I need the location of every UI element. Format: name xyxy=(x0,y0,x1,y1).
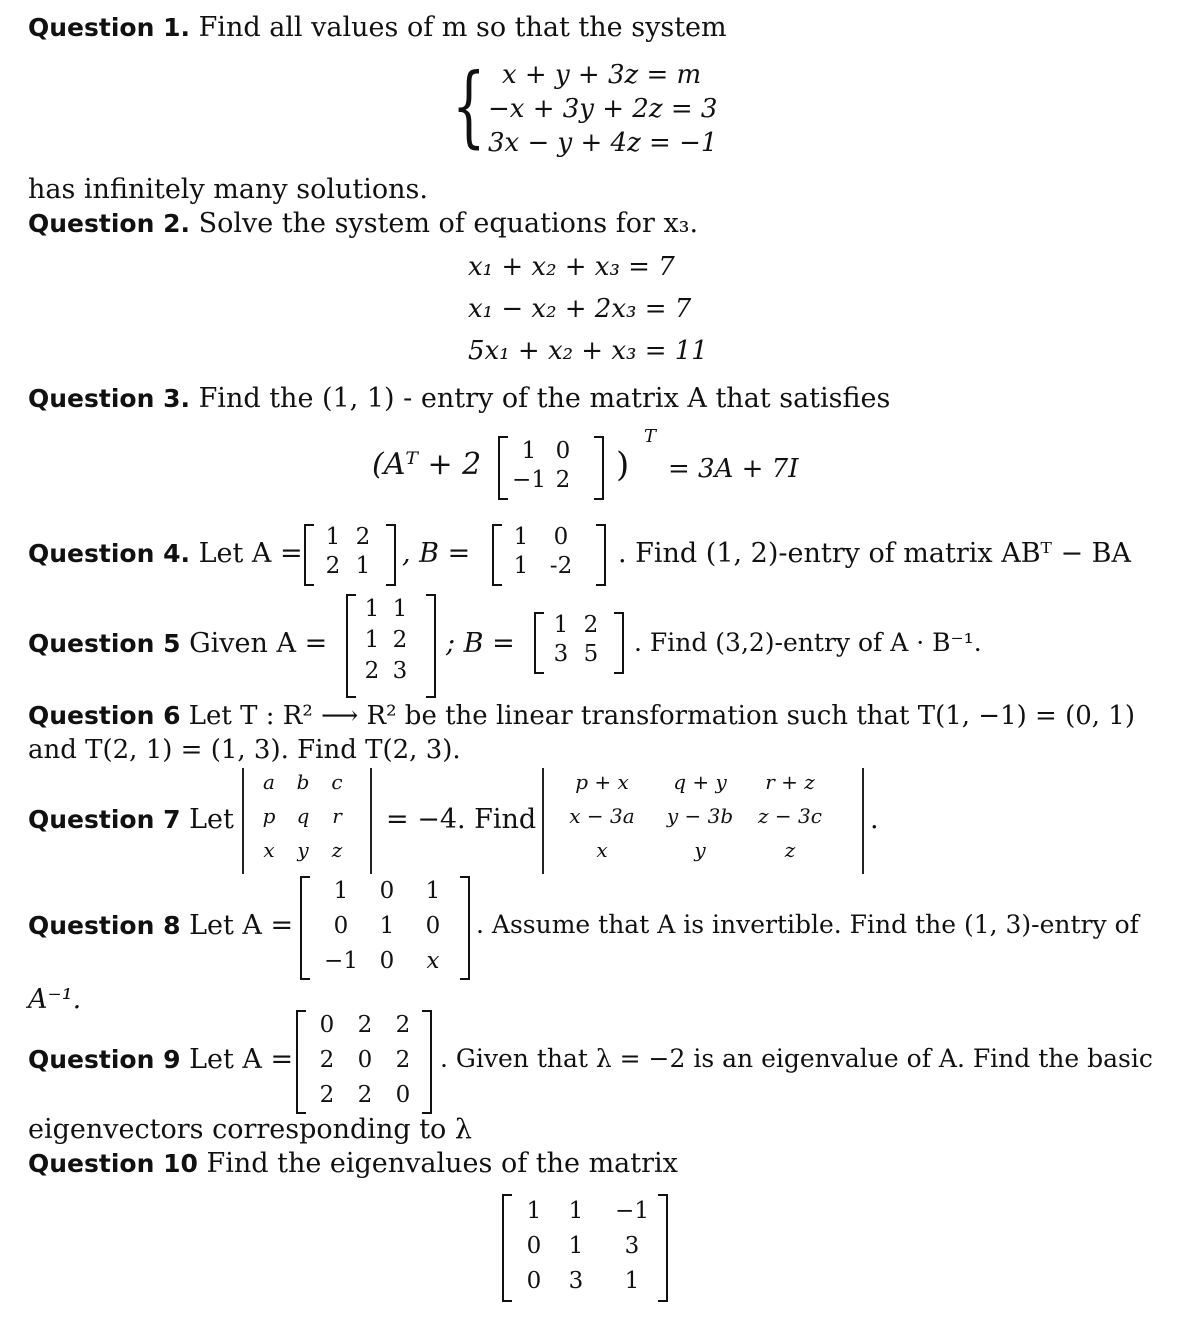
matrix-cell: 0 xyxy=(526,1233,542,1259)
matrix-cell: 2 xyxy=(325,553,341,579)
q2-equation-2: x₁ − x₂ + 2x₃ = 7 xyxy=(468,294,692,324)
matrix-cell: −1 xyxy=(615,1198,649,1224)
matrix-cell: p + x xyxy=(575,770,629,794)
matrix-cell: q + y xyxy=(673,770,727,794)
q3-transpose-superscript: T xyxy=(644,426,657,447)
question-10-heading: Question 10 xyxy=(28,1149,198,1178)
matrix-cell: 2 xyxy=(364,658,380,684)
q7-det2-left-bar xyxy=(542,768,544,874)
question-5-heading: Question 5 xyxy=(28,629,181,658)
matrix-cell: 1 xyxy=(513,524,529,550)
q2-equation-3: 5x₁ + x₂ + x₃ = 11 xyxy=(468,336,708,366)
q3-matrix-right-bracket xyxy=(594,436,604,500)
q3-rhs: = 3A + 7I xyxy=(668,454,799,484)
matrix-cell: 0 xyxy=(379,878,395,904)
matrix-cell: 2 xyxy=(355,524,371,550)
matrix-cell: 3 xyxy=(392,658,408,684)
question-9-heading: Question 9 xyxy=(28,1045,181,1074)
question-9-let: Let A = xyxy=(189,1044,294,1075)
question-1-heading: Question 1. xyxy=(28,13,190,42)
question-1-text: Find all values of m so that the system xyxy=(198,12,727,43)
matrix-cell: -2 xyxy=(549,553,573,579)
question-7-heading: Question 7 xyxy=(28,805,181,834)
matrix-cell: 1 xyxy=(513,553,529,579)
q5-b-label: ; B = xyxy=(446,628,515,659)
matrix-cell: 2 xyxy=(357,1082,373,1108)
matrix-cell: q xyxy=(296,804,310,828)
question-8-heading: Question 8 xyxy=(28,911,181,940)
matrix-cell: 1 xyxy=(553,612,569,638)
question-9-line xyxy=(28,1046,293,1073)
q7-middle: = −4. Find xyxy=(386,804,537,835)
matrix-cell: −1 xyxy=(324,948,358,974)
question-6-heading: Question 6 xyxy=(28,701,181,730)
question-7-let: Let xyxy=(189,804,234,835)
matrix-cell: 3 xyxy=(553,641,569,667)
matrix-cell: 1 xyxy=(526,1198,542,1224)
matrix-cell: 0 xyxy=(526,1268,542,1294)
matrix-cell: 2 xyxy=(319,1047,335,1073)
q5-matrix-b-left-bracket xyxy=(534,612,544,674)
matrix-cell: x − 3a xyxy=(569,804,635,828)
matrix-cell: 2 xyxy=(392,627,408,653)
matrix-cell: z xyxy=(331,838,343,862)
q3-matrix-left-bracket xyxy=(498,436,508,500)
question-1-line xyxy=(28,14,727,41)
q7-determinant-1 xyxy=(252,772,354,860)
matrix-cell: 0 xyxy=(553,524,569,550)
question-6-line-1: Let T : R² ⟶ R² be the linear transformation such that T(1, −1) = (0, 1) xyxy=(188,701,1135,731)
q5-matrix-a xyxy=(358,598,414,683)
matrix-cell: 0 xyxy=(333,913,349,939)
q4-matrix-a-left-bracket xyxy=(304,524,314,586)
matrix-cell: a xyxy=(263,770,275,794)
question-2-line xyxy=(28,210,698,237)
matrix-cell: −1 xyxy=(512,467,546,493)
system-brace: { xyxy=(452,54,486,157)
q8-matrix-left-bracket xyxy=(300,876,310,980)
q4-b-label: , B = xyxy=(402,538,471,569)
q8-tail: . Assume that A is invertible. Find the (1, 3)-entry of xyxy=(476,910,1139,939)
question-8-line xyxy=(28,912,293,939)
q4-matrix-a xyxy=(318,526,378,578)
question-4-line xyxy=(28,540,303,567)
question-8-let: Let A = xyxy=(189,910,294,941)
q8-matrix xyxy=(318,880,456,973)
matrix-cell: 2 xyxy=(583,612,599,638)
q4-matrix-a-right-bracket xyxy=(386,524,396,586)
q1-equation-2: −x + 3y + 2z = 3 xyxy=(488,94,718,124)
matrix-cell: 1 xyxy=(379,913,395,939)
question-6-line xyxy=(28,703,1135,729)
matrix-cell: x xyxy=(426,948,440,974)
matrix-cell: 2 xyxy=(395,1012,411,1038)
matrix-cell: y xyxy=(694,838,706,862)
q4-matrix-b-left-bracket xyxy=(492,524,502,586)
matrix-cell: 1 xyxy=(624,1268,640,1294)
matrix-cell: 1 xyxy=(333,878,349,904)
q9-matrix-left-bracket xyxy=(296,1010,306,1114)
q10-matrix-right-bracket xyxy=(658,1194,668,1302)
matrix-cell: r + z xyxy=(765,770,815,794)
q10-matrix-left-bracket xyxy=(502,1194,512,1302)
q5-matrix-a-right-bracket xyxy=(426,594,436,698)
question-3-heading: Question 3. xyxy=(28,384,190,413)
matrix-cell: 0 xyxy=(555,438,571,464)
q3-lhs-close: ) xyxy=(616,445,630,485)
matrix-cell: 1 xyxy=(425,878,441,904)
q4-tail: . Find (1, 2)-entry of matrix ABᵀ − BA xyxy=(618,538,1131,569)
question-3-text: Find the (1, 1) - entry of the matrix A that satisfies xyxy=(198,383,891,414)
matrix-cell: 1 xyxy=(568,1233,584,1259)
matrix-cell: z − 3c xyxy=(758,804,822,828)
matrix-cell: 2 xyxy=(357,1012,373,1038)
matrix-cell: z xyxy=(784,838,796,862)
matrix-cell: b xyxy=(296,770,310,794)
matrix-cell: y xyxy=(297,838,309,862)
question-5-line xyxy=(28,630,327,657)
matrix-cell: 2 xyxy=(319,1082,335,1108)
question-4-let: Let A = xyxy=(198,538,303,569)
q5-matrix-a-left-bracket xyxy=(346,594,356,698)
matrix-cell: p xyxy=(262,804,276,828)
matrix-cell: 2 xyxy=(555,467,571,493)
question-7-line xyxy=(28,806,234,833)
q7-det2-right-bar xyxy=(862,768,864,874)
q2-equation-1: x₁ + x₂ + x₃ = 7 xyxy=(468,252,675,282)
q5-matrix-b-right-bracket xyxy=(614,612,624,674)
matrix-cell: y − 3b xyxy=(666,804,734,828)
matrix-cell: 3 xyxy=(624,1233,640,1259)
matrix-cell: 2 xyxy=(395,1047,411,1073)
question-3-line xyxy=(28,385,890,412)
matrix-cell: 1 xyxy=(392,596,408,622)
question-2-heading: Question 2. xyxy=(28,209,190,238)
matrix-cell: 1 xyxy=(325,524,341,550)
matrix-cell: 1 xyxy=(364,596,380,622)
q1-equation-3: 3x − y + 4z = −1 xyxy=(488,128,718,158)
matrix-cell: 1 xyxy=(355,553,371,579)
q7-tail: . xyxy=(870,804,879,835)
question-2-text: Solve the system of equations for x₃. xyxy=(198,208,699,239)
q4-matrix-b xyxy=(506,526,586,578)
matrix-cell: 3 xyxy=(568,1268,584,1294)
question-10-line xyxy=(28,1150,678,1177)
question-10-text: Find the eigenvalues of the matrix xyxy=(206,1148,678,1179)
matrix-cell: 0 xyxy=(395,1082,411,1108)
q10-matrix xyxy=(514,1200,666,1293)
matrix-cell: 0 xyxy=(425,913,441,939)
matrix-cell: 0 xyxy=(319,1012,335,1038)
q9-matrix-right-bracket xyxy=(422,1010,432,1114)
q8-matrix-right-bracket xyxy=(460,876,470,980)
matrix-cell: c xyxy=(331,770,343,794)
q3-matrix xyxy=(512,440,580,492)
q7-det1-left-bar xyxy=(242,768,244,874)
q9-tail-2: eigenvectors corresponding to λ xyxy=(28,1114,472,1145)
matrix-cell: x xyxy=(263,838,275,862)
q9-matrix xyxy=(308,1014,422,1107)
matrix-cell: x xyxy=(596,838,608,862)
matrix-cell: 1 xyxy=(568,1198,584,1224)
q7-det1-right-bar xyxy=(370,768,372,874)
question-4-heading: Question 4. xyxy=(28,539,190,568)
q7-determinant-2 xyxy=(554,772,830,860)
matrix-cell: 5 xyxy=(583,641,599,667)
q4-matrix-b-right-bracket xyxy=(596,524,606,586)
q8-tail-2: A⁻¹. xyxy=(28,984,82,1015)
q3-lhs-open: (Aᵀ + 2 xyxy=(372,447,482,482)
matrix-cell: 1 xyxy=(521,438,537,464)
matrix-cell: 0 xyxy=(357,1047,373,1073)
q5-tail: . Find (3,2)-entry of A · B⁻¹. xyxy=(634,628,982,657)
q1-equation-1: x + y + 3z = m xyxy=(502,60,702,90)
question-6-line-2: and T(2, 1) = (1, 3). Find T(2, 3). xyxy=(28,735,461,765)
q5-matrix-b xyxy=(546,614,606,666)
matrix-cell: 1 xyxy=(364,627,380,653)
matrix-cell: 0 xyxy=(379,948,395,974)
question-1-tail: has infinitely many solutions. xyxy=(28,174,428,205)
q9-tail: . Given that λ = −2 is an eigenvalue of A. Find the basic xyxy=(440,1044,1153,1073)
matrix-cell: r xyxy=(332,804,342,828)
question-5-given: Given A = xyxy=(189,628,328,659)
